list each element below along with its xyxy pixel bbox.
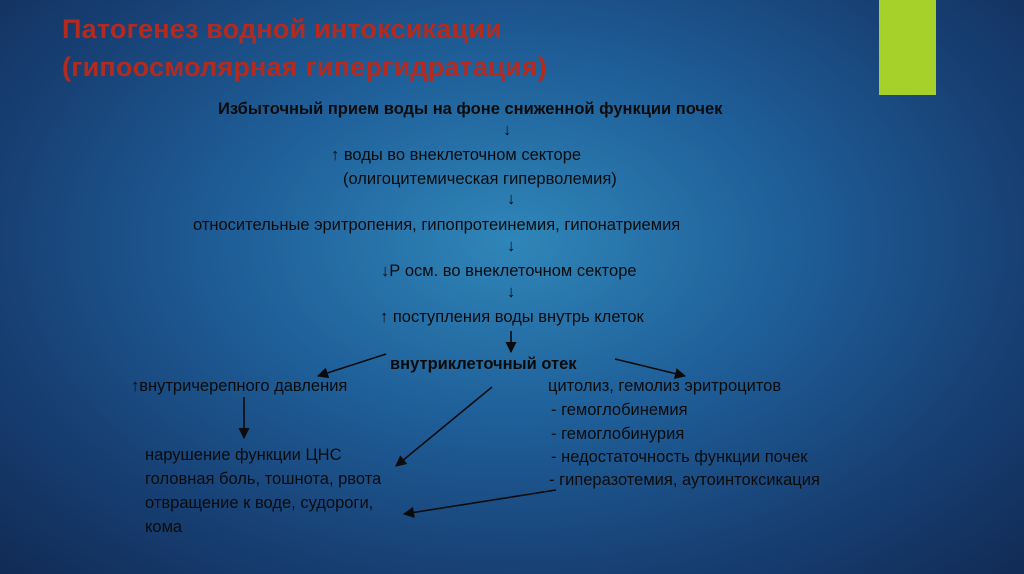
flow-step-1: Избыточный прием воды на фоне сниженной функции почек	[218, 100, 723, 118]
arrow-bottom-to-left	[404, 490, 556, 514]
arrow-center-to-right	[615, 359, 685, 376]
center-node-edema: внутриклеточный отек	[390, 355, 577, 373]
arrow-center-to-left	[318, 354, 386, 376]
down-arrow-3: ↓	[507, 237, 516, 255]
slide-title-line2: (гипоосмолярная гипергидратация)	[62, 52, 547, 82]
flow-step-5: ↑ поступления воды внутрь клеток	[380, 308, 644, 326]
flow-step-3: относительные эритропения, гипопротеинемия, гипонатриемия	[193, 216, 681, 234]
left-branch-item-2: головная боль, тошнота, рвота	[145, 470, 382, 488]
left-branch-item-4: кома	[145, 518, 183, 536]
flow-step-2b: (олигоцитемическая гиперволемия)	[343, 170, 617, 188]
down-arrow-1: ↓	[503, 121, 512, 139]
right-branch-head: цитолиз, гемолиз эритроцитов	[548, 377, 782, 395]
arrow-right-to-left-block	[396, 387, 492, 466]
left-branch-head: ↑внутричерепного давления	[131, 377, 348, 395]
down-arrow-4: ↓	[507, 283, 516, 301]
left-branch-item-3: отвращение к воде, судороги,	[145, 494, 374, 512]
right-branch-item-1: - гемоглобинемия	[551, 401, 688, 419]
slide-title-line1: Патогенез водной интоксикации	[62, 14, 502, 44]
flow-step-2a: ↑ воды во внеклеточном секторе	[331, 146, 582, 164]
right-branch-item-3: - недостаточность функции почек	[551, 448, 808, 466]
right-branch-item-4: - гиперазотемия, аутоинтоксикация	[549, 471, 820, 489]
flow-step-4: ↓Р осм. во внеклеточном секторе	[381, 262, 637, 280]
left-branch-item-1: нарушение функции ЦНС	[145, 446, 342, 464]
down-arrow-2: ↓	[507, 190, 516, 208]
right-branch-item-2: - гемоглобинурия	[551, 425, 685, 443]
